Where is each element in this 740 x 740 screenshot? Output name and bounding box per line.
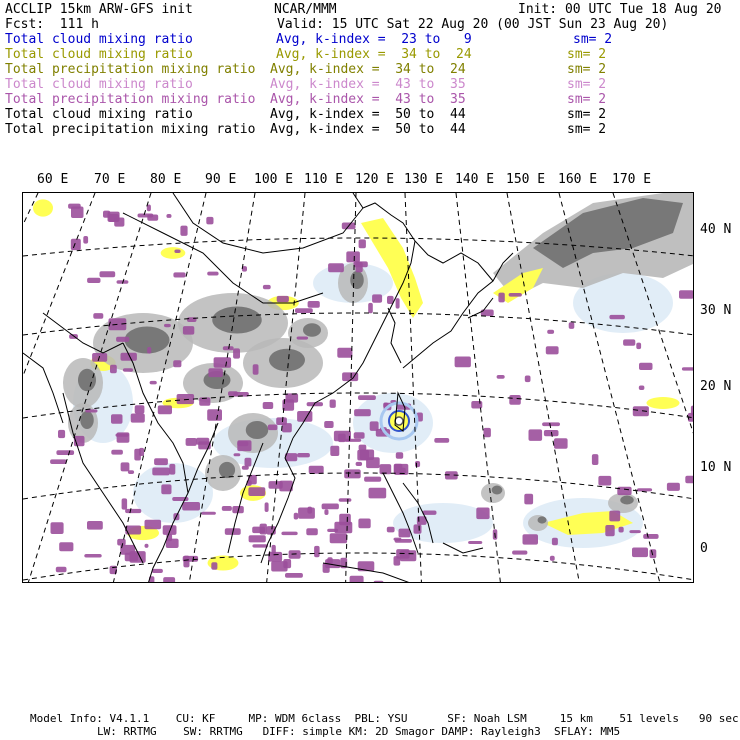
high-cloud-speckle	[685, 476, 694, 484]
high-cloud-speckle	[359, 239, 366, 248]
high-cloud-speckle	[166, 214, 171, 218]
high-cloud-speckle	[569, 322, 575, 329]
high-cloud-speckle	[271, 561, 287, 571]
legend-sm: sm= 2	[567, 92, 607, 107]
legend-field: Total cloud mixing ratio	[5, 47, 193, 62]
high-cloud-speckle	[339, 514, 351, 526]
high-cloud-speckle	[93, 313, 103, 319]
high-cloud-speckle	[639, 386, 645, 391]
high-cloud-speckle	[358, 395, 376, 400]
high-cloud-speckle	[71, 207, 84, 219]
coastline	[388, 308, 401, 363]
high-cloud-speckle	[497, 375, 505, 379]
high-cloud-speckle	[248, 487, 265, 496]
high-cloud-speckle	[122, 498, 128, 509]
legend-avg: Avg, k-index = 43 to 35	[270, 77, 466, 92]
high-cloud-speckle	[650, 549, 657, 558]
high-cloud-speckle	[639, 363, 653, 370]
high-cloud-speckle	[71, 239, 81, 250]
high-cloud-speckle	[297, 453, 310, 457]
high-cloud-speckle	[87, 278, 100, 283]
high-cloud-speckle	[396, 298, 400, 309]
high-cloud-speckle	[145, 544, 149, 548]
legend-sm: sm= 2	[567, 62, 607, 77]
high-cloud-speckle	[56, 450, 74, 455]
high-cloud-speckle	[637, 488, 652, 491]
high-cloud-speckle	[147, 215, 158, 221]
high-cloud-speckle	[128, 470, 134, 474]
high-cloud-speckle	[334, 431, 351, 442]
high-cloud-speckle	[619, 527, 624, 533]
longitude-line	[23, 193, 38, 583]
low-cloud-core	[212, 307, 262, 334]
model-title: ACCLIP 15km ARW-GFS init	[5, 2, 193, 17]
high-cloud-speckle	[83, 236, 88, 244]
high-cloud-speckle	[609, 511, 620, 522]
high-cloud-speckle	[306, 528, 318, 535]
high-cloud-speckle	[182, 502, 200, 511]
high-cloud-speckle	[173, 272, 185, 277]
legend-row	[5, 32, 740, 47]
high-cloud-speckle	[135, 405, 145, 413]
high-cloud-speckle	[154, 458, 168, 465]
low-cloud-core	[269, 349, 305, 372]
high-cloud-speckle	[237, 441, 248, 446]
low-cloud-core	[538, 516, 547, 523]
latitude-label: 30 N	[700, 303, 732, 318]
high-cloud-speckle	[324, 509, 328, 515]
legend-avg: Avg, k-index = 23 to 9	[276, 32, 472, 47]
high-cloud-speckle	[131, 414, 145, 423]
legend-row	[5, 77, 740, 92]
high-cloud-speckle	[263, 285, 271, 289]
high-cloud-speckle	[550, 556, 555, 561]
high-cloud-speckle	[84, 554, 101, 558]
high-cloud-speckle	[643, 534, 658, 539]
longitude-label: 80 E	[150, 172, 182, 187]
high-cloud-speckle	[294, 513, 299, 520]
legend-avg: Avg, k-index = 34 to 24	[270, 62, 466, 77]
high-cloud-speckle	[272, 545, 276, 556]
longitude-label: 110 E	[304, 172, 344, 187]
high-cloud-speckle	[364, 477, 381, 482]
high-cloud-speckle	[289, 550, 301, 559]
high-cloud-speckle	[277, 296, 289, 302]
high-cloud-speckle	[111, 414, 123, 423]
high-cloud-speckle	[206, 217, 213, 225]
high-cloud-speckle	[324, 421, 333, 428]
legend-sm: sm= 2	[573, 32, 613, 47]
longitude-label: 70 E	[94, 172, 126, 187]
high-cloud-speckle	[354, 432, 365, 439]
high-cloud-speckle	[242, 466, 249, 470]
high-cloud-speckle	[498, 293, 504, 303]
high-cloud-speckle	[208, 368, 222, 377]
legend-sm: sm= 2	[567, 47, 607, 62]
longitude-label: 90 E	[205, 172, 237, 187]
latitude-label: 40 N	[700, 222, 732, 237]
high-cloud-speckle	[252, 527, 265, 534]
high-cloud-speckle	[147, 347, 151, 354]
high-cloud-speckle	[183, 556, 189, 568]
high-cloud-speckle	[297, 337, 309, 340]
forecast-hour: Fcst: 111 h	[5, 17, 99, 32]
high-cloud-speckle	[524, 494, 533, 505]
legend-row	[5, 47, 740, 62]
high-cloud-speckle	[328, 263, 344, 272]
high-cloud-speckle	[356, 462, 363, 466]
high-cloud-speckle	[158, 405, 172, 414]
low-cloud-core	[620, 496, 634, 505]
high-cloud-speckle	[249, 535, 266, 542]
high-cloud-speckle	[214, 357, 232, 367]
longitude-label: 170 E	[612, 172, 652, 187]
organization: NCAR/MMM	[274, 2, 337, 17]
high-cloud-speckle	[529, 429, 543, 441]
high-cloud-speckle	[253, 364, 259, 375]
high-cloud-speckle	[314, 546, 320, 557]
high-cloud-speckle	[145, 520, 162, 530]
high-cloud-speckle	[125, 509, 141, 513]
high-cloud-speckle	[396, 452, 403, 459]
high-cloud-speckle	[265, 502, 269, 512]
high-cloud-speckle	[605, 525, 614, 536]
high-cloud-speckle	[103, 211, 110, 218]
longitude-label: 140 E	[455, 172, 495, 187]
map-panel	[22, 192, 694, 583]
high-cloud-speckle	[186, 438, 197, 446]
high-cloud-speckle	[309, 466, 324, 474]
high-cloud-speckle	[358, 519, 370, 529]
mid-cloud-patch	[646, 397, 679, 409]
high-cloud-speckle	[623, 339, 635, 345]
high-cloud-speckle	[387, 527, 395, 533]
high-cloud-speckle	[330, 446, 339, 456]
high-cloud-speckle	[509, 395, 521, 405]
high-cloud-speckle	[636, 343, 641, 350]
legend-avg: Avg, k-index = 34 to 24	[276, 47, 472, 62]
legend-field: Total cloud mixing ratio	[5, 32, 193, 47]
valid-time: Valid: 15 UTC Sat 22 Aug 20 (00 JST Sun 23 Aug 20)	[277, 17, 669, 32]
high-cloud-speckle	[369, 488, 387, 499]
legend-sm: sm= 2	[567, 122, 607, 137]
high-cloud-speckle	[632, 548, 648, 558]
high-cloud-speckle	[307, 507, 312, 514]
latitude-label: 10 N	[700, 460, 732, 475]
high-cloud-speckle	[268, 425, 278, 431]
high-cloud-speckle	[125, 553, 138, 562]
high-cloud-speckle	[173, 360, 181, 367]
high-cloud-speckle	[455, 357, 471, 368]
high-cloud-speckle	[554, 438, 568, 449]
legend-field: Total cloud mixing ratio	[5, 107, 193, 122]
high-cloud-speckle	[123, 368, 133, 371]
high-cloud-speckle	[207, 272, 218, 276]
low-cloud-core	[80, 411, 94, 429]
high-cloud-speckle	[471, 401, 482, 409]
coastline	[23, 353, 63, 423]
high-cloud-speckle	[222, 506, 232, 511]
high-cloud-speckle	[509, 293, 522, 297]
high-cloud-speckle	[547, 330, 554, 334]
high-cloud-speckle	[592, 454, 599, 465]
legend-row	[5, 62, 740, 77]
high-cloud-speckle	[110, 365, 117, 374]
high-cloud-speckle	[245, 458, 252, 467]
high-cloud-speckle	[163, 577, 175, 583]
high-cloud-speckle	[252, 544, 268, 547]
latitude-label: 0	[700, 541, 708, 556]
low-cloud-core	[219, 462, 235, 478]
legend-field: Total precipitation mixing ratio	[5, 62, 256, 77]
longitude-label: 150 E	[506, 172, 546, 187]
high-cloud-speckle	[629, 530, 641, 533]
high-cloud-speckle	[139, 448, 144, 456]
low-cloud-core	[492, 486, 503, 495]
legend-sm: sm= 2	[567, 107, 607, 122]
high-cloud-speckle	[308, 301, 320, 308]
legend-sm: sm= 2	[567, 77, 607, 92]
high-cloud-speckle	[415, 461, 420, 467]
legend-field: Total precipitation mixing ratio	[5, 122, 256, 137]
high-cloud-speckle	[617, 487, 631, 495]
high-cloud-speckle	[263, 402, 274, 409]
high-cloud-speckle	[354, 409, 371, 416]
high-cloud-speckle	[330, 400, 336, 408]
high-cloud-speckle	[434, 438, 449, 443]
high-cloud-speckle	[174, 250, 180, 254]
longitude-label: 160 E	[558, 172, 598, 187]
high-cloud-speckle	[111, 450, 123, 455]
high-cloud-speckle	[121, 462, 130, 471]
high-cloud-speckle	[50, 459, 67, 464]
mid-cloud-patch	[33, 199, 53, 216]
legend-field: Total precipitation mixing ratio	[5, 92, 256, 107]
high-cloud-speckle	[679, 290, 694, 298]
high-cloud-speckle	[399, 529, 411, 538]
high-cloud-speckle	[152, 569, 163, 573]
legend-row	[5, 92, 740, 107]
typhoon-eye	[395, 417, 403, 425]
legend-row	[5, 107, 740, 122]
longitude-label: 130 E	[404, 172, 444, 187]
model-info-line1: Model Info: V4.1.1 CU: KF MP: WDM 6class PBL: YSU SF: Noah LSM 15 km 51 levels 90 sec	[30, 712, 739, 725]
high-cloud-speckle	[166, 539, 179, 548]
coastline	[173, 193, 363, 253]
low-cloud-core	[350, 271, 364, 289]
high-cloud-speckle	[323, 563, 330, 573]
high-cloud-speckle	[481, 310, 494, 317]
high-cloud-speckle	[422, 511, 436, 515]
high-cloud-speckle	[163, 525, 177, 535]
high-cloud-speckle	[281, 532, 297, 536]
high-cloud-speckle	[177, 394, 195, 404]
high-cloud-speckle	[546, 346, 559, 354]
high-cloud-speckle	[372, 294, 382, 302]
high-cloud-speckle	[598, 476, 611, 486]
high-cloud-speckle	[344, 469, 361, 478]
high-cloud-speckle	[169, 464, 175, 475]
high-cloud-speckle	[211, 562, 217, 570]
high-cloud-speckle	[350, 576, 364, 583]
high-cloud-speckle	[337, 348, 352, 358]
high-cloud-speckle	[51, 522, 64, 534]
high-cloud-speckle	[87, 521, 103, 530]
high-cloud-speckle	[667, 483, 680, 491]
high-cloud-speckle	[282, 423, 292, 432]
high-cloud-speckle	[56, 567, 67, 573]
high-cloud-speckle	[207, 409, 222, 421]
high-cloud-speckle	[330, 533, 347, 543]
high-cloud-speckle	[484, 428, 491, 437]
low-cloud-core	[125, 327, 170, 354]
high-cloud-speckle	[164, 324, 171, 327]
low-cloud-core	[78, 369, 96, 392]
high-cloud-speckle	[360, 450, 374, 461]
high-cloud-speckle	[523, 534, 539, 544]
high-cloud-speckle	[552, 538, 558, 546]
high-cloud-speckle	[152, 468, 169, 476]
high-cloud-speckle	[322, 504, 339, 510]
legend-row	[5, 122, 740, 137]
high-cloud-speckle	[59, 542, 73, 551]
legend-avg: Avg, k-index = 50 to 44	[270, 107, 466, 122]
high-cloud-speckle	[223, 346, 234, 350]
high-cloud-speckle	[346, 251, 360, 262]
high-cloud-speckle	[395, 539, 412, 543]
high-cloud-speckle	[234, 453, 241, 456]
latitude-label: 20 N	[700, 379, 732, 394]
high-cloud-speckle	[116, 337, 129, 342]
high-cloud-speckle	[295, 308, 313, 313]
high-cloud-speckle	[116, 434, 129, 437]
high-cloud-speckle	[682, 367, 694, 370]
legend-field: Total cloud mixing ratio	[5, 77, 193, 92]
model-info-line2: LW: RRTMG SW: RRTMG DIFF: simple KM: 2D Smagor DAMP: Rayleigh3 SFLAY: MM5	[97, 725, 621, 738]
high-cloud-speckle	[339, 498, 352, 502]
mid-cloud-patch	[161, 247, 186, 259]
high-cloud-speckle	[58, 430, 65, 438]
low-cloud-core	[246, 421, 269, 439]
low-cloud-core	[303, 323, 321, 337]
longitude-label: 100 E	[254, 172, 294, 187]
high-cloud-speckle	[542, 422, 560, 426]
high-cloud-speckle	[512, 551, 527, 555]
high-cloud-speckle	[374, 581, 384, 583]
high-cloud-speckle	[117, 539, 126, 546]
high-cloud-speckle	[354, 261, 368, 267]
coastline	[443, 543, 483, 553]
high-cloud-speckle	[359, 445, 367, 451]
longitude-label: 60 E	[37, 172, 69, 187]
legend-avg: Avg, k-index = 43 to 35	[270, 92, 466, 107]
high-cloud-speckle	[100, 271, 116, 277]
high-cloud-speckle	[269, 481, 283, 489]
high-cloud-speckle	[298, 508, 315, 519]
high-cloud-speckle	[183, 326, 194, 335]
high-cloud-speckle	[161, 484, 171, 494]
high-cloud-speckle	[201, 512, 216, 515]
high-cloud-speckle	[468, 541, 482, 544]
high-cloud-speckle	[368, 303, 373, 313]
high-cloud-speckle	[609, 315, 625, 319]
init-time: Init: 00 UTC Tue 18 Aug 20	[518, 2, 722, 17]
high-cloud-speckle	[114, 218, 124, 227]
high-cloud-speckle	[233, 348, 240, 358]
high-cloud-speckle	[150, 381, 157, 385]
high-cloud-speckle	[285, 573, 303, 578]
longitude-label: 120 E	[355, 172, 395, 187]
coastline	[123, 213, 323, 303]
high-cloud-speckle	[180, 226, 187, 236]
high-cloud-speckle	[476, 508, 489, 520]
high-cloud-speckle	[414, 524, 422, 533]
high-cloud-speckle	[525, 376, 531, 383]
legend-avg: Avg, k-index = 50 to 44	[270, 122, 466, 137]
map-canvas	[23, 193, 694, 583]
